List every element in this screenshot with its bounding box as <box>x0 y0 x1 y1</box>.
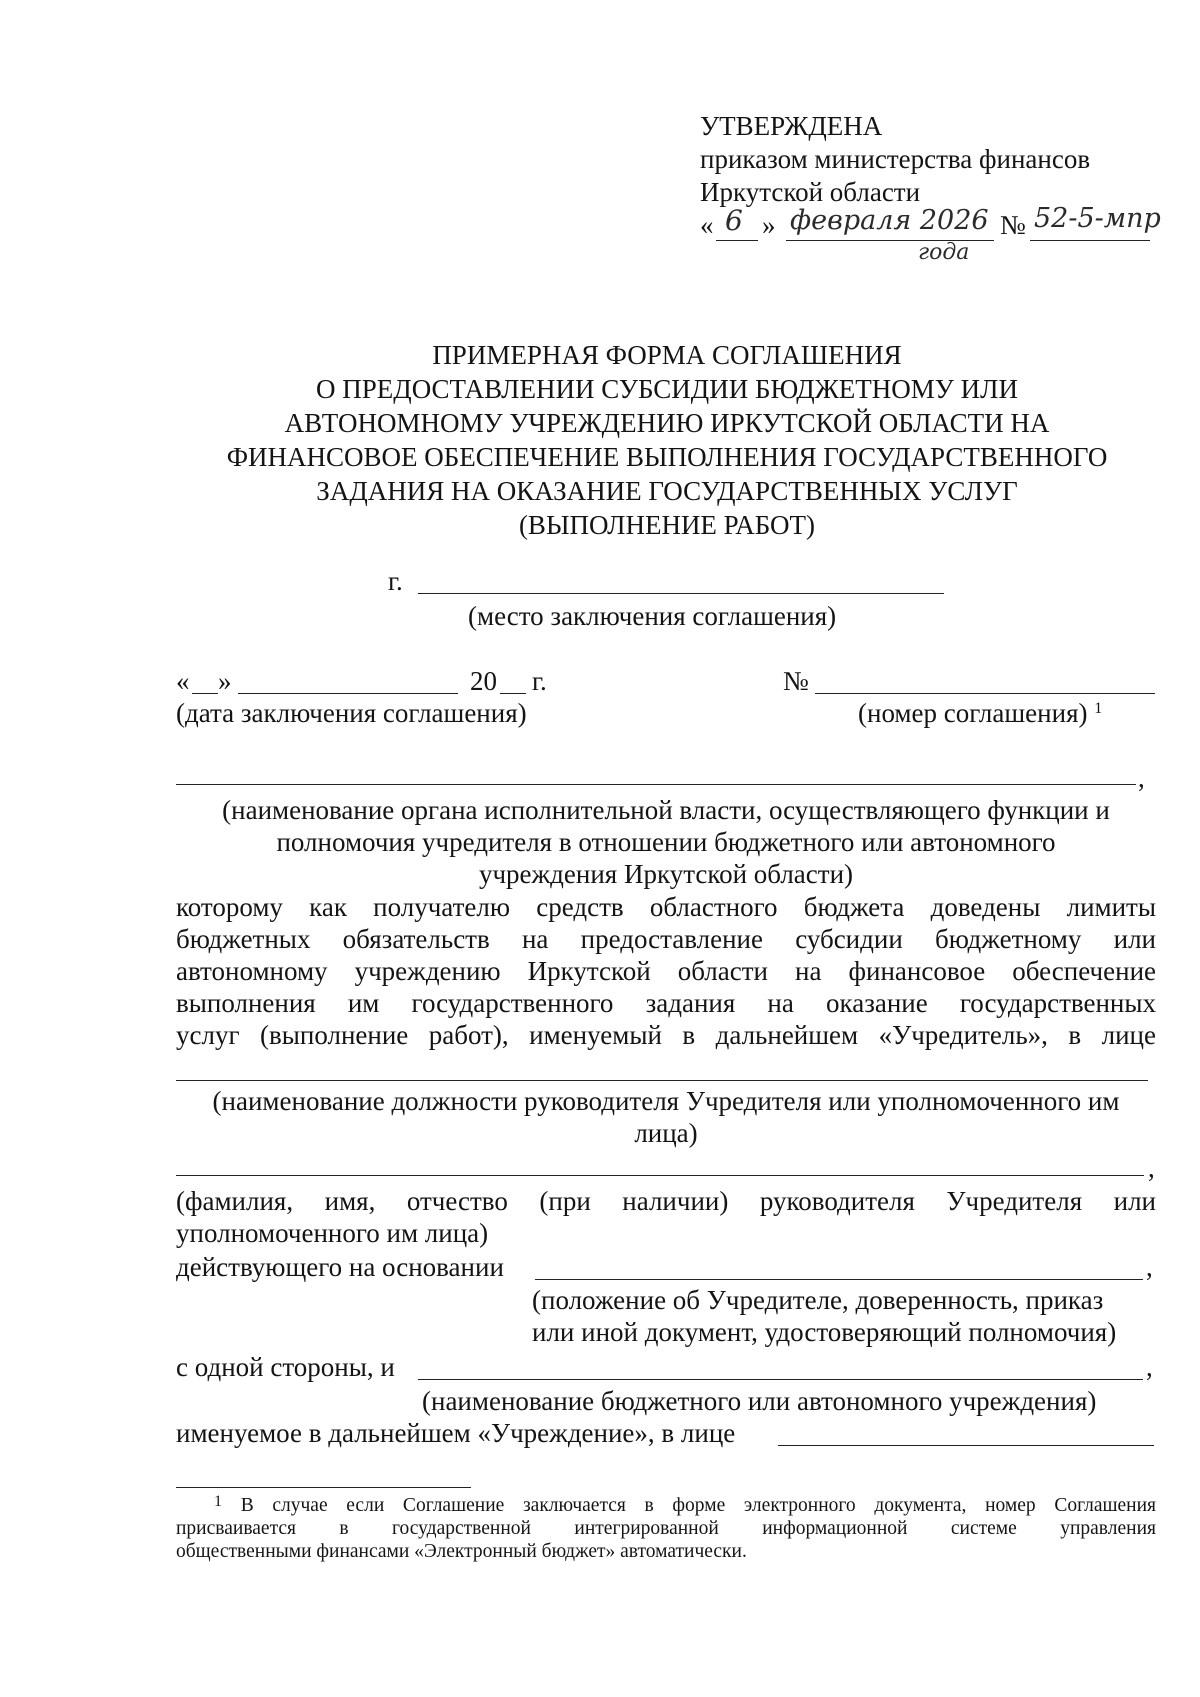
place-caption: (место заключения соглашения) <box>468 601 837 631</box>
footnote-line-1-text: В случае если Соглашение заключается в форме электронного документа, номер Соглашения <box>240 1495 1156 1516</box>
title-line-3: АВТОНОМНОМУ УЧРЕЖДЕНИЮ ИРКУТСКОЙ ОБЛАСТИ НА <box>284 408 1050 438</box>
approval-date-open-quote: « <box>700 210 714 240</box>
fio-caption <box>176 1185 1156 1249</box>
footnote-line-2: присваивается в государственной интегрированной информационной системе управления <box>176 1518 1156 1539</box>
date-day-field[interactable] <box>192 693 218 694</box>
basis-comma: , <box>1146 1252 1153 1282</box>
institution-comma: , <box>1146 1352 1153 1382</box>
position-caption-line-1: (наименование должности руководителя Учредителя или уполномоченного им <box>212 1086 1120 1116</box>
date-open-quote: « <box>176 666 190 696</box>
fio-caption-line-2: уполномоченного им лица) <box>176 1218 489 1248</box>
date-caption: (дата заключения соглашения) <box>176 698 527 728</box>
approval-title: УТВЕРЖДЕНА <box>700 111 883 141</box>
fio-comma: , <box>1148 1153 1155 1183</box>
institution-field[interactable] <box>418 1379 1143 1380</box>
approval-line-2: Иркутской области <box>700 177 921 207</box>
fio-caption-line-1: (фамилия, имя, отчество (при наличии) руководителя Учредителя или <box>176 1186 1156 1216</box>
organ-caption-line-1: (наименование органа исполнительной власти, осуществляющего функции и <box>222 795 1110 825</box>
footnote-ref: 1 <box>1094 700 1103 717</box>
date-year-prefix: 20 <box>470 666 497 696</box>
organ-field[interactable] <box>176 784 1136 785</box>
paragraph-line-5: услуг (выполнение работ), именуемый в дальнейшем «Учредитель», в лице <box>176 1020 1156 1050</box>
title-line-2: О ПРЕДОСТАВЛЕНИИ СУБСИДИИ БЮДЖЕТНОМУ ИЛИ <box>316 374 1018 404</box>
title-line-5: ЗАДАНИЯ НА ОКАЗАНИЕ ГОСУДАРСТВЕННЫХ УСЛУГ <box>316 476 1018 506</box>
date-close-quote: » <box>218 666 232 696</box>
fio-field[interactable] <box>176 1175 1144 1176</box>
approval-number-underline <box>1030 240 1150 241</box>
paragraph-line-4: выполнения им государственного задания на оказание государственных <box>176 988 1156 1018</box>
main-paragraph <box>176 891 1156 1051</box>
position-field[interactable] <box>176 1080 1148 1081</box>
approval-date-close-quote: » <box>762 210 776 240</box>
position-caption-line-2: лица) <box>634 1118 698 1148</box>
date-year-field[interactable] <box>500 693 526 694</box>
basis-field[interactable] <box>535 1279 1143 1280</box>
organ-caption <box>176 794 1156 890</box>
approval-number-sign: № <box>1000 210 1026 240</box>
basis-caption-line-2: или иной документ, удостоверяющий полномочия) <box>532 1317 1117 1347</box>
basis-caption-line-1: (положение об Учредителе, доверенность, приказ <box>532 1285 1104 1315</box>
approval-date-month-year: февраля 2026 <box>790 205 989 236</box>
title-line-4: ФИНАНСОВОЕ ОБЕСПЕЧЕНИЕ ВЫПОЛНЕНИЯ ГОСУДАРСТВЕННОГО <box>226 442 1108 472</box>
basis-label: действующего на основании <box>176 1252 504 1282</box>
place-prefix: г. <box>388 566 403 596</box>
date-year-suffix: г. <box>532 666 547 696</box>
referred-field[interactable] <box>778 1445 1154 1446</box>
number-caption-text: (номер соглашения) <box>858 698 1088 728</box>
title-line-1: ПРИМЕРНАЯ ФОРМА СОГЛАШЕНИЯ <box>432 340 902 370</box>
approval-number: 52-5-мпр <box>1034 203 1161 234</box>
approval-line-1: приказом министерства финансов <box>700 144 1091 174</box>
referred-label: именуемое в дальнейшем «Учреждение», в лице <box>176 1418 736 1448</box>
institution-caption: (наименование бюджетного или автономного учреждения) <box>422 1386 1097 1416</box>
paragraph-line-1: которому как получателю средств областного бюджета доведены лимиты <box>176 892 1156 922</box>
footnote <box>176 1494 1156 1563</box>
number-caption <box>858 697 1102 729</box>
paragraph-line-2: бюджетных обязательств на предоставление субсидии бюджетному или <box>176 924 1156 954</box>
footnote-separator <box>176 1487 471 1488</box>
date-month-field[interactable] <box>238 693 458 694</box>
footnote-line-3: общественными финансами «Электронный бюджет» автоматически. <box>176 1541 747 1562</box>
number-field[interactable] <box>815 693 1155 694</box>
position-caption <box>176 1085 1156 1149</box>
organ-comma: , <box>1138 763 1145 793</box>
one-side-label: с одной стороны, и <box>176 1352 395 1382</box>
paragraph-line-3: автономному учреждению Иркутской области на финансовое обеспечение <box>176 956 1156 986</box>
approval-day-underline <box>716 240 758 241</box>
approval-date-suffix: года <box>918 240 970 265</box>
footnote-mark: 1 <box>214 1493 222 1510</box>
organ-caption-line-2: полномочия учредителя в отношении бюджетного или автономного <box>276 827 1056 857</box>
approval-date-day: 6 <box>725 204 743 237</box>
footnote-line-1 <box>176 1494 1156 1517</box>
title-line-6: (ВЫПОЛНЕНИЕ РАБОТ) <box>518 510 816 540</box>
place-field[interactable] <box>418 593 944 594</box>
number-sign: № <box>783 666 809 696</box>
document-title <box>100 338 1200 542</box>
organ-caption-line-3: учреждения Иркутской области) <box>478 859 854 889</box>
